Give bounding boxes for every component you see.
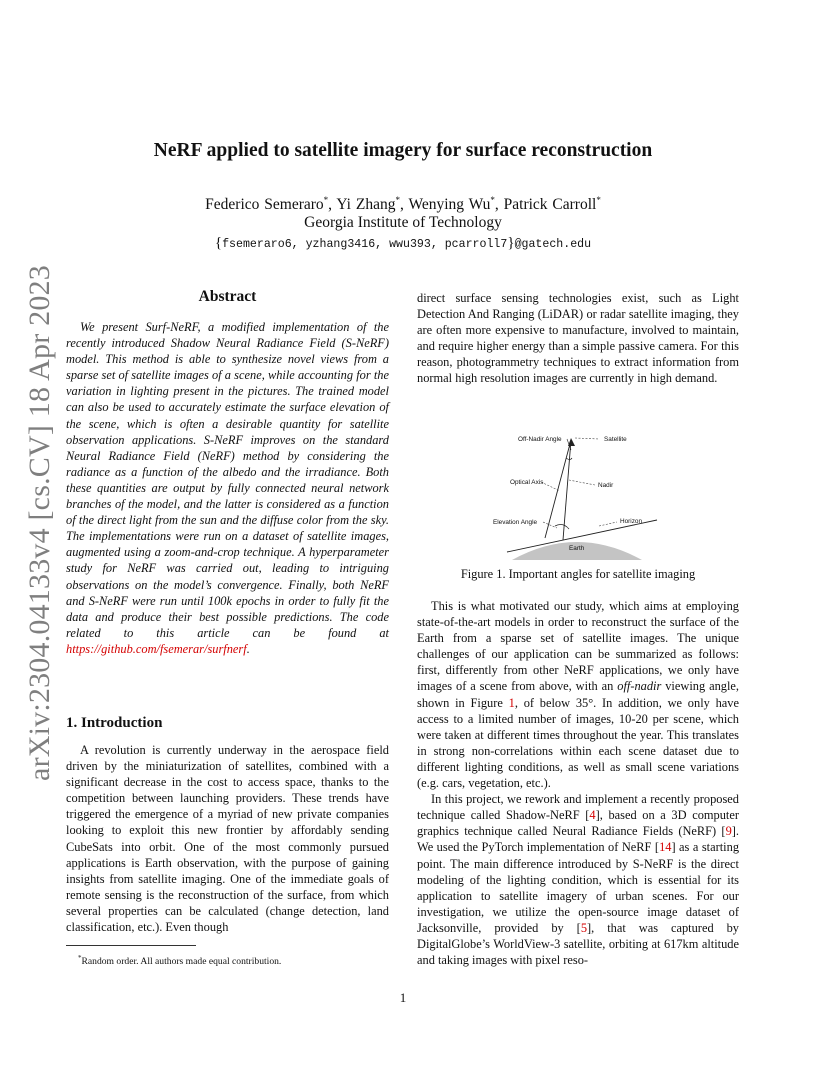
off-nadir-angle-arc [566, 458, 572, 460]
elevation-pointer [543, 522, 557, 528]
elevation-angle-arc [555, 525, 569, 529]
optical-axis-pointer [541, 482, 560, 491]
right-column-body [417, 598, 739, 968]
code-link[interactable]: https://github.com/fsemerar/surfnerf [66, 641, 247, 656]
satellite-pointer [575, 438, 599, 439]
label-elevation: Elevation Angle [493, 519, 538, 526]
figure-reference[interactable]: 1 [508, 695, 515, 710]
label-optical-axis: Optical Axis [510, 479, 544, 486]
nadir-pointer [569, 480, 595, 485]
abstract-section [66, 288, 389, 657]
citation-link[interactable]: 14 [659, 840, 672, 855]
citation-link[interactable]: 9 [725, 824, 732, 839]
author-name: Wenying Wu [408, 196, 491, 214]
arxiv-sidebar-stamp [20, 265, 60, 781]
right-column-top [417, 290, 739, 387]
abstract-heading: Abstract [198, 288, 257, 305]
page-number: 1 [399, 990, 407, 1005]
intro-heading: 1. Introduction [66, 715, 163, 731]
intro-text: A revolution is currently underway in the aerospace field driven by the miniaturization of satellites, combined with a significant decrease in the cost to access space, thanks to the competition between launching providers. These trends have triggered the emergence of a myriad of new private companies looking to exploit this new frontier by affordably sending CubeSats into orbit. One of the most commonly pursued applications is Earth observation, with the purpose of gaining insights from satellite imaging. One of the immediate goals of remote sensing is the reconstruction of the surface, from which several properties can be calculated (change detection, land classification, etc.). Even though [66, 743, 389, 935]
footnote: *Random order. All authors made equal contribution. [78, 954, 282, 968]
figure-caption: Figure 1. Important angles for satellite imaging [460, 567, 696, 581]
author-emails: {fsemeraro6, yzhang3416, wwu393, pcarroll7}@gatech.edu [214, 235, 592, 251]
citation-link[interactable]: 5 [580, 920, 588, 935]
author-name: Patrick Carroll [503, 196, 597, 214]
label-earth: Earth [569, 545, 585, 552]
author-list: Federico Semeraro*, Yi Zhang*, Wenying Wu*, Patrick Carroll* [205, 195, 601, 214]
horizon-pointer [599, 522, 617, 526]
body-paragraph: In this project, we rework and implement a recently proposed technique called Shadow-NeRF [4], based on a 3D computer graphics technique called Neural Radiance Fields (NeRF) [9]. We used the PyTorch implementation of NeRF [14] as a starting point. The main difference introduced by S-NeRF is the direct modeling of the lighting condition, which is essential for its application to satellite imagery of urban scenes. For our investigation, we utilize the open-source image dataset of Jacksonville, provided by [5], that was captured by DigitalGlobe’s WorldView-3 satellite, orbiting at 617km altitude and taking images with pixel reso- [417, 792, 740, 968]
figure-satellite-angles [417, 428, 739, 568]
abstract-text: We present Surf-NeRF, a modified implementation of the recently introduced Shadow Neural Radiance Field (S-NeRF) model. This method is able to synthesize novel views from a sparse set of satellite images of a scene, while accounting for the variation in lighting present in the pictures. The trained model can also be used to accurately estimate the surface elevation of the scene, which is often a desirable quantity for satellite observation applications. S-NeRF improves on the standard Neural Radiance Field (NeRF) method by considering the radiance as a function of the albedo and the irradiance. Both these quantities are output by fully connected neural network branches of the model, and the latter is considered as a function of the direct light from the sun and the diffuse color from the sky. The implementations were run on a dataset of satellite images, augmented using a zoom-and-crop technique. A hyperparameter study for NeRF was carried out, leading to intriguing observations on the model’s convergence. Finally, both NeRF and S-NeRF were run until 100k epochs in order to fully fit the data and produce their best possible predictions. The code related to this article can be found at https://github.com/fsemerar/surfnerf. [66, 320, 389, 656]
label-off-nadir: Off-Nadir Angle [518, 436, 562, 443]
label-horizon: Horizon [620, 518, 643, 525]
paper-title: NeRF applied to satellite imagery for surface reconstruction [153, 140, 653, 161]
angles-diagram [417, 428, 739, 568]
author-name: Federico Semeraro [205, 196, 324, 214]
author-name: Yi Zhang [336, 196, 396, 214]
label-satellite: Satellite [604, 436, 627, 443]
label-nadir: Nadir [598, 482, 614, 489]
body-paragraph: direct surface sensing technologies exist, such as Light Detection And Ranging (LiDAR) or radar satellite imaging, they are often more expensive to manufacture, involved to maintain, and require higher energy than a simple passive camera. For this reason, photogrammetry techniques to extract information from normal high resolution images are currently in high demand. [417, 291, 739, 386]
affiliation: Georgia Institute of Technology [304, 214, 502, 231]
body-paragraph: This is what motivated our study, which aims at employing state-of-the-art models in order to reconstruct the surface of the Earth from a sparse set of satellite images. The unique challenges of our application can be summarized as follows: first, differently from other NeRF applications, we only have images of a scene from above, with an off-nadir viewing angle, shown in Figure 1, of below 35°. In addition, we only have access to a limited number of images, 10-20 per scene, which were taken at different times throughout the year. This translates in strong non-correlations within each scene dataset due to different lighting conditions, as well as small scene variations (e.g. cars, vegetation, etc.). [417, 599, 739, 791]
arxiv-id: arXiv:2304.04133v4 [cs.CV] 18 Apr 2023 [23, 265, 57, 781]
footnote-rule [66, 945, 196, 946]
citation-link[interactable]: 4 [589, 808, 596, 823]
